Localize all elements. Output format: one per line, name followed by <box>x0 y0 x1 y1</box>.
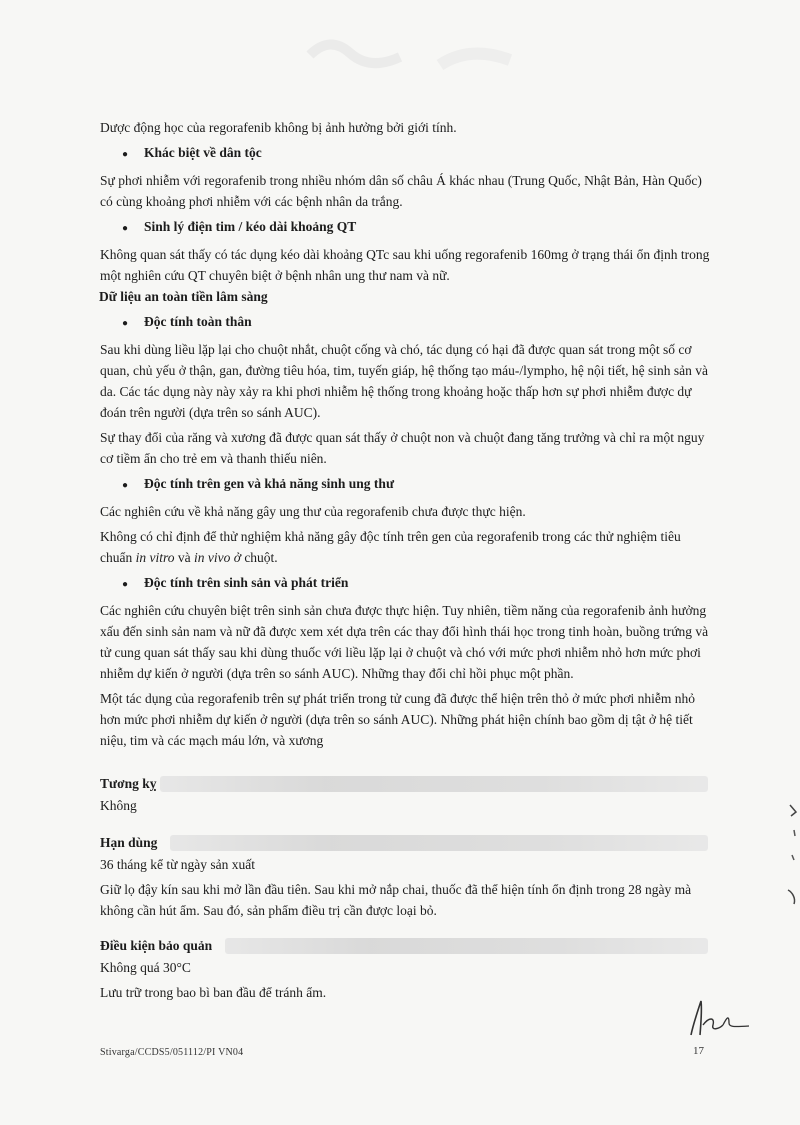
paragraph-genotox-1: Các nghiên cứu về khả năng gây ung thư của regorafenib chưa được thực hiện. <box>100 504 526 519</box>
heading-storage-row <box>100 935 710 957</box>
bullet-systemic <box>122 311 710 334</box>
text-run: và <box>174 550 194 565</box>
bullet-label: Sinh lý điện tim / kéo dài khoảng QT <box>144 219 357 234</box>
paragraph-systemic-2: Sự thay đổi của răng và xương đã được quan sát thấy ở chuột non và chuột đang tăng trưởng và chỉ ra một nguy cơ tiềm ẩn cho trẻ em và thanh thiếu niên. <box>100 430 705 466</box>
bullet-label: Khác biệt về dân tộc <box>144 145 262 160</box>
heading-storage: Điều kiện bảo quản <box>100 938 213 953</box>
bullet-ethnic <box>122 142 710 165</box>
paragraph-storage-1: Không quá 30°C <box>100 960 191 975</box>
signature-mark <box>683 995 753 1040</box>
bullet-label: Độc tính toàn thân <box>144 314 252 329</box>
bullet-repro <box>122 572 710 595</box>
bullet-dot: ● <box>122 579 129 590</box>
scan-edge-marks <box>782 800 800 920</box>
redaction-band <box>160 776 708 792</box>
bullet-dot: ● <box>122 223 129 234</box>
document-body <box>100 117 710 1007</box>
bullet-label: Độc tính trên gen và khả năng sinh ung thư <box>144 476 395 491</box>
paragraph-storage-2: Lưu trữ trong bao bì ban đầu để tránh ẩm. <box>100 985 327 1000</box>
text-run: chuột. <box>240 550 278 565</box>
footer-document-code: Stivarga/CCDS5/051112/PI VN04 <box>100 1047 244 1058</box>
paragraph-genotox-2 <box>100 526 710 568</box>
paragraph-shelf-1: 36 tháng kể từ ngày sản xuất <box>100 857 256 872</box>
bullet-qt <box>122 216 710 239</box>
heading-incompat-row <box>100 773 710 795</box>
heading-shelf: Hạn dùng <box>100 835 158 850</box>
paragraph-gender: Dược động học của regorafenib không bị ảnh hưởng bởi giới tính. <box>100 120 457 135</box>
paragraph-shelf-2: Giữ lọ đậy kín sau khi mở lần đầu tiên. Sau khi mở nắp chai, thuốc đã thể hiện tính ổn định trong 28 ngày mà không cần hút ẩm. Sau đó, sản phẩm điều trị cần được loại bỏ. <box>100 882 692 918</box>
heading-preclinical: Dữ liệu an toàn tiền lâm sàng <box>99 289 268 304</box>
heading-incompat: Tương kỵ <box>100 776 157 791</box>
italic-text: in vitro <box>135 550 175 565</box>
bullet-dot: ● <box>122 149 129 160</box>
bullet-label: Độc tính trên sinh sản và phát triển <box>144 575 349 590</box>
paragraph-ethnic: Sự phơi nhiễm với regorafenib trong nhiều nhóm dân số châu Á khác nhau (Trung Quốc, Nhật Bản, Hàn Quốc) có cùng khoảng phơi nhiễm với các bệnh nhân da trắng. <box>100 173 702 209</box>
bullet-genotox <box>122 473 710 496</box>
paragraph-systemic-1: Sau khi dùng liều lặp lại cho chuột nhắt, chuột cống và chó, tác dụng có hại đã được quan sát trong một số cơ quan, chủ yếu ở thận, gan, đường tiêu hóa, tim, tuyến giáp, hệ thống tạo máu-/lympho, hệ nội tiết, hệ sinh sản và da. Các tác dụng này này xảy ra khi phơi nhiễm hệ thống trong khoảng hoặc thấp hơn sự phơi nhiễm được dự đoán trên người (dựa trên so sánh AUC). <box>100 342 708 420</box>
redaction-band <box>170 835 708 851</box>
italic-text: in vivo ở <box>193 550 241 565</box>
bullet-dot: ● <box>122 318 129 329</box>
heading-shelf-row <box>100 832 710 854</box>
paragraph-repro-2: Một tác dụng của regorafenib trên sự phát triển trong tử cung đã được thể hiện trên thỏ ở mức phơi nhiễm nhỏ hơn mức phơi nhiễm dự kiến ở người (dựa trên so sánh AUC). Những phát hiện chính bao gồm dị tật ở hệ tiết niệu, tim và các mạch máu lớn, và xương <box>100 691 696 748</box>
paragraph-qt: Không quan sát thấy có tác dụng kéo dài khoảng QTc sau khi uống regorafenib 160mg ở trạng thái ổn định trong một nghiên cứu QT chuyên biệt ở bệnh nhân ung thư nam và nữ. <box>100 247 710 283</box>
redaction-band <box>225 938 708 954</box>
bullet-dot: ● <box>122 480 129 491</box>
scan-artifact <box>290 25 570 85</box>
footer-page-number: 17 <box>693 1045 704 1057</box>
paragraph-incompat: Không <box>100 798 137 813</box>
text-run: Không có chỉ định để thử nghiệm khả năng gây độc tính trên gen của regorafenib trong các thử nghiệm tiêu chuẩn <box>100 529 681 565</box>
paragraph-repro-1: Các nghiên cứu chuyên biệt trên sinh sản chưa được thực hiện. Tuy nhiên, tiềm năng của regorafenib ảnh hưởng xấu đến sinh sản nam và nữ đã được xem xét dựa trên các thay đổi hình thái học trong tinh hoàn, buồng trứng và tử cung quan sát thấy sau khi dùng thuốc với liều lặp lại ở chuột và chó với mức phơi nhiễm nhỏ hơn mức phơi nhiễm dự kiến ở người (dựa trên so sánh AUC). Những thay đổi chỉ hồi phục một phần. <box>100 603 709 681</box>
